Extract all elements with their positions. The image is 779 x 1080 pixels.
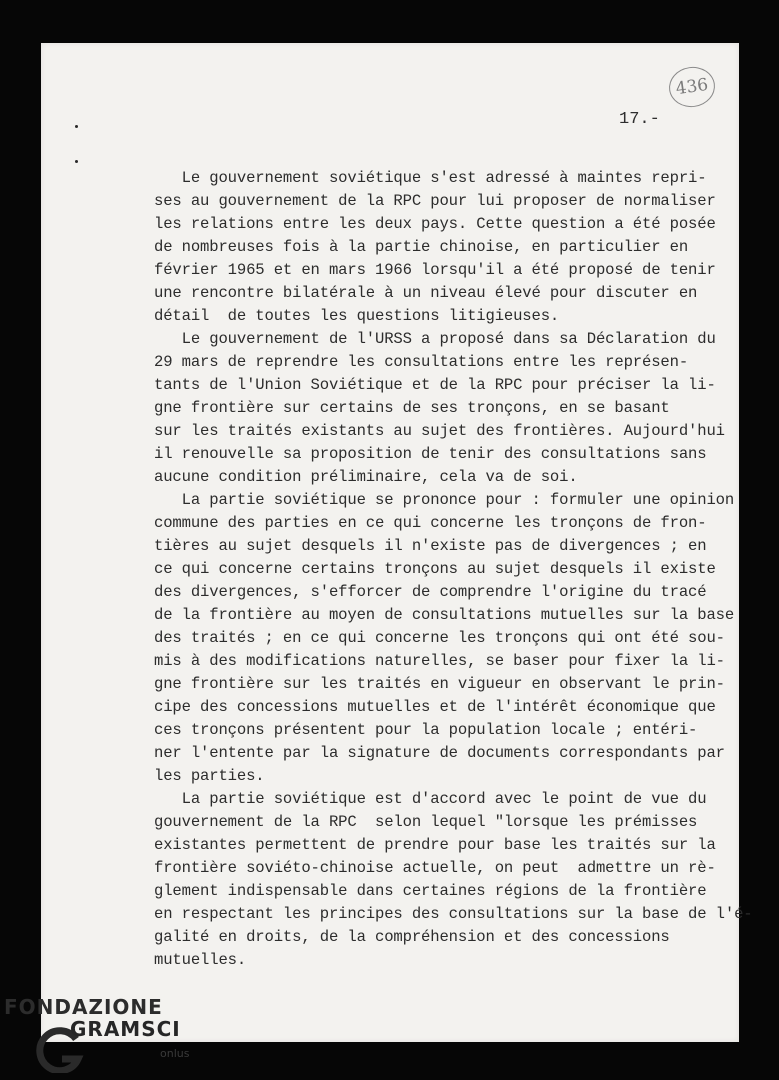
text-line: les parties. — [154, 767, 265, 785]
fondazione-gramsci-watermark — [2, 995, 202, 1075]
text-line: gne frontière sur certains de ses tronçons, en se basant — [154, 399, 670, 417]
text-line: mis à des modifications naturelles, se baser pour fixer la li- — [154, 652, 725, 670]
margin-mark — [75, 125, 78, 128]
watermark-line-2: GRAMSCI — [70, 1017, 181, 1041]
text-line: cipe des concessions mutuelles et de l'intérêt économique que — [154, 698, 716, 716]
body-text — [154, 167, 753, 972]
text-line: mutuelles. — [154, 951, 247, 969]
text-line: gne frontière sur les traités en vigueur en observant le prin- — [154, 675, 725, 693]
watermark-line-3: onlus — [160, 1047, 190, 1060]
text-line: commune des parties en ce qui concerne les tronçons de fron- — [154, 514, 707, 532]
text-line: La partie soviétique se prononce pour : formuler une opinion — [154, 491, 735, 509]
watermark-line-1: FONDAZIONE — [4, 995, 163, 1019]
text-line: les relations entre les deux pays. Cette question a été posée — [154, 215, 716, 233]
text-line: une rencontre bilatérale à un niveau élevé pour discuter en — [154, 284, 698, 302]
text-line: galité en droits, de la compréhension et des concessions — [154, 928, 670, 946]
text-line: des divergences, s'efforcer de comprendre l'origine du tracé — [154, 583, 707, 601]
text-line: sur les traités existants au sujet des frontières. Aujourd'hui — [154, 422, 725, 440]
text-line: détail de toutes les questions litigieuses. — [154, 307, 560, 325]
text-line: ses au gouvernement de la RPC pour lui proposer de normaliser — [154, 192, 716, 210]
text-line: La partie soviétique est d'accord avec le point de vue du — [154, 790, 707, 808]
text-line: existantes permettent de prendre pour base les traités sur la — [154, 836, 716, 854]
text-line: frontière soviéto-chinoise actuelle, on peut admettre un rè- — [154, 859, 716, 877]
text-line: 29 mars de reprendre les consultations entre les représen- — [154, 353, 689, 371]
text-line: tants de l'Union Soviétique et de la RPC pour préciser la li- — [154, 376, 716, 394]
text-line: il renouvelle sa proposition de tenir des consultations sans — [154, 445, 707, 463]
text-line: glement indispensable dans certaines régions de la frontière — [154, 882, 707, 900]
text-line: en respectant les principes des consultations sur la base de l'é- — [154, 905, 753, 923]
text-line: des traités ; en ce qui concerne les tronçons qui ont été sou- — [154, 629, 725, 647]
text-line: de la frontière au moyen de consultations mutuelles sur la base — [154, 606, 735, 624]
text-line: gouvernement de la RPC selon lequel "lorsque les prémisses — [154, 813, 698, 831]
document-page — [41, 43, 753, 1042]
margin-mark — [75, 160, 78, 163]
text-line: ce qui concerne certains tronçons au sujet desquels il existe — [154, 560, 716, 578]
text-line: Le gouvernement soviétique s'est adressé à maintes repri- — [154, 169, 707, 187]
page-number: 17.- — [619, 110, 660, 129]
text-line: février 1965 et en mars 1966 lorsqu'il a été proposé de tenir — [154, 261, 716, 279]
text-line: tières au sujet desquels il n'existe pas de divergences ; en — [154, 537, 707, 555]
text-line: ner l'entente par la signature de documents correspondants par — [154, 744, 725, 762]
text-line: aucune condition préliminaire, cela va de soi. — [154, 468, 578, 486]
text-line: Le gouvernement de l'URSS a proposé dans sa Déclaration du — [154, 330, 716, 348]
text-line: de nombreuses fois à la partie chinoise, en particulier en — [154, 238, 689, 256]
text-line: ces tronçons présentent pour la population locale ; entéri- — [154, 721, 698, 739]
archive-number-stamp: 436 — [666, 64, 717, 110]
